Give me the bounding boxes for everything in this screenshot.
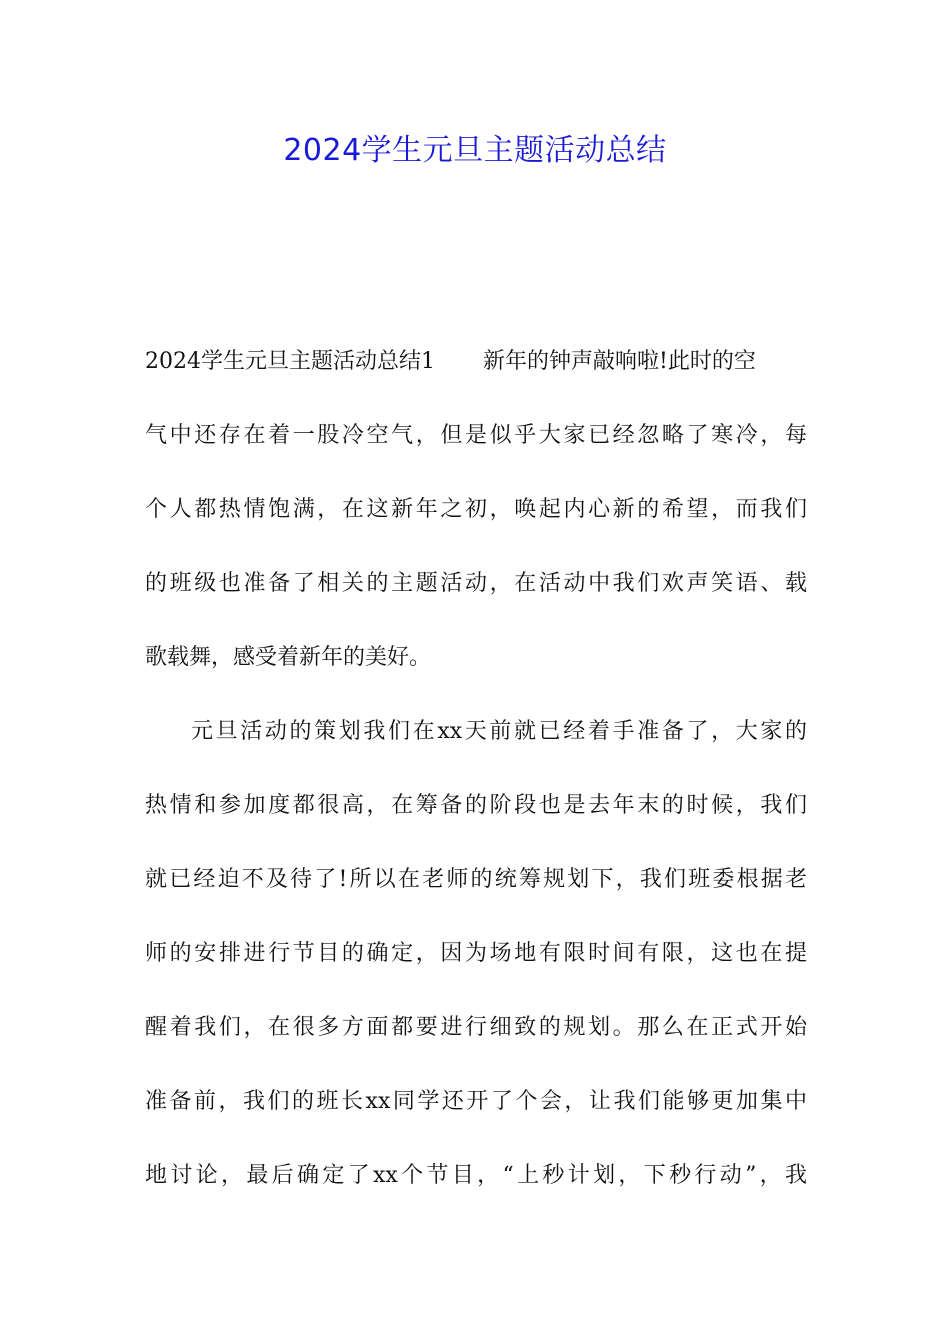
- paragraph-line: [145, 340, 807, 414]
- paragraph-line: 热情和参加度都很高，在筹备的阶段也是去年末的时候，我们: [145, 793, 807, 818]
- paragraph-line: 醒着我们，在很多方面都要进行细致的规划。那么在正式开始: [145, 1015, 807, 1040]
- paragraph-line: 准备前，我们的班长xx同学还开了个会，让我们能够更加集中: [145, 1089, 807, 1114]
- paragraph-line: 师的安排进行节目的确定，因为场地有限时间有限，这也在提: [145, 941, 807, 966]
- paragraph-line: 个人都热情饱满，在这新年之初，唤起内心新的希望，而我们: [145, 497, 807, 522]
- paragraph-line: 的班级也准备了相关的主题活动，在活动中我们欢声笑语、载: [145, 571, 807, 596]
- section-heading: 2024学生元旦主题活动总结1: [145, 349, 435, 374]
- document-title: 2024学生元旦主题活动总结: [283, 133, 667, 168]
- paragraph-line: 就已经迫不及待了!所以在老师的统筹规划下，我们班委根据老: [145, 867, 807, 892]
- paragraph-line: 歌载舞，感受着新年的美好。: [145, 645, 432, 670]
- paragraph-text: 新年的钟声敲响啦!此时的空: [483, 349, 756, 374]
- paragraph-line: 元旦活动的策划我们在xx天前就已经着手准备了，大家的: [191, 719, 807, 744]
- document-body: [145, 340, 807, 1228]
- paragraph-line: 气中还存在着一股冷空气，但是似乎大家已经忽略了寒冷，每: [145, 423, 807, 448]
- paragraph-line: 地讨论，最后确定了xx个节目，“上秒计划，下秒行动”，我: [145, 1163, 807, 1188]
